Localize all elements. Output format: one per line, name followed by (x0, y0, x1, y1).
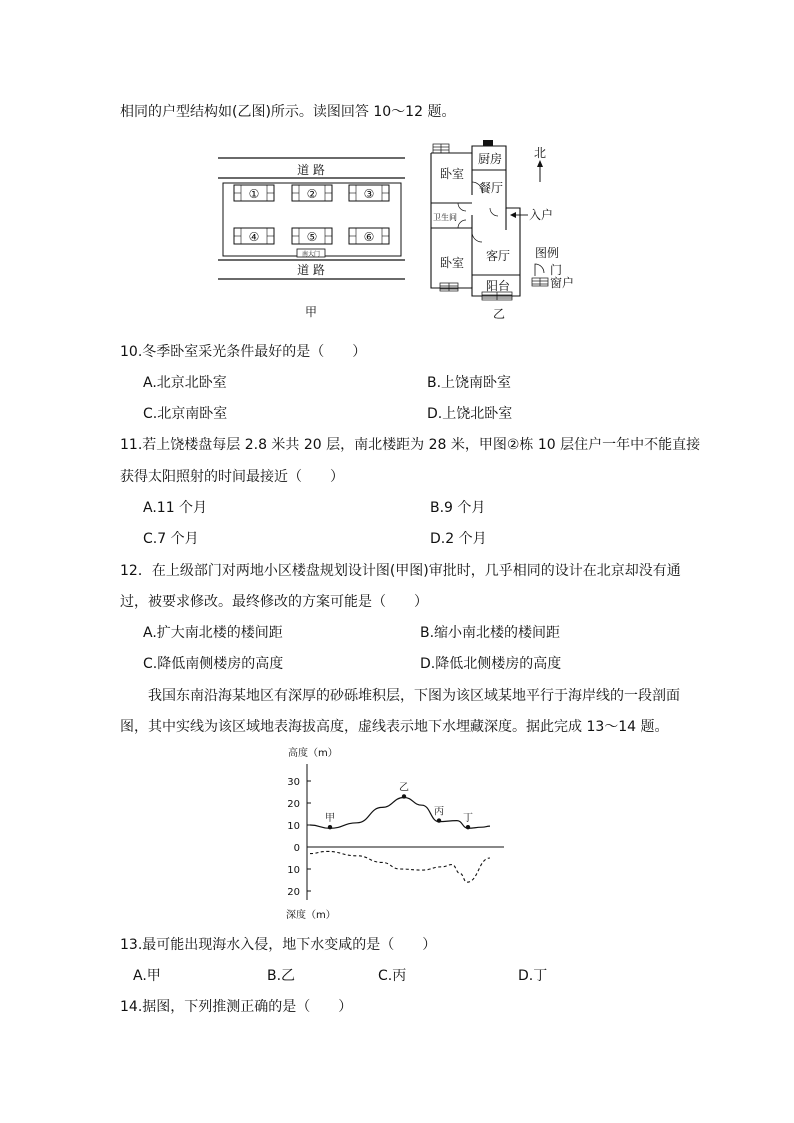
point-label: 乙 (399, 782, 409, 794)
q10-option-a: A.北京北卧室 (143, 375, 227, 391)
passage-line1: 我国东南沿海某地区有深厚的砂砾堆积层，下图为该区域某地平行于海岸线的一段剖面 (148, 688, 680, 704)
q11-option-c: C.7 个月 (143, 531, 199, 547)
y-tick-label: 30 (287, 777, 300, 788)
q11-option-d: D.2 个月 (430, 531, 487, 547)
legend-door-label: 门 (550, 263, 563, 277)
q12-option-d: D.降低北侧楼房的高度 (420, 656, 562, 672)
ylabel-bottom: 深度（m） (286, 910, 336, 921)
legend-title: 图例 (535, 246, 560, 260)
road-top-label: 道 路 (297, 163, 325, 177)
y-tick-label: 10 (287, 865, 300, 876)
figure-jia-site-plan (215, 150, 415, 320)
building-1-label: ① (248, 187, 260, 201)
q13-option-b: B.乙 (267, 968, 296, 984)
ylabel-top: 高度（m） (288, 748, 338, 759)
q11-stem-line1: 11.若上饶楼盘每层 2.8 米共 20 层，南北楼距为 28 米，甲图②栋 10 层住户一年中不能直接 (120, 437, 701, 453)
q12-option-b: B.缩小南北楼的楼间距 (420, 625, 561, 641)
point-label: 丙 (434, 806, 444, 818)
room-kitchen: 厨房 (477, 152, 503, 166)
y-tick-label: 20 (287, 887, 300, 898)
q10-option-c: C.北京南卧室 (143, 406, 228, 422)
building-1 (234, 185, 274, 201)
legend-window-label: 窗户 (550, 276, 575, 290)
q12-option-c: C.降低南侧楼房的高度 (143, 656, 284, 672)
q12-stem-line2: 过，被要求修改。最终修改的方案可能是（ ） (120, 594, 428, 610)
passage-line2: 图，其中实线为该区域地表海拔高度，虚线表示地下水埋藏深度。据此完成 13～14 题。 (120, 719, 669, 735)
intro-text: 相同的户型结构如(乙图)所示。读图回答 10～12 题。 (120, 104, 456, 120)
groundwater-line (310, 851, 490, 882)
q13-option-d: D.丁 (518, 968, 548, 984)
q11-option-a: A.11 个月 (143, 500, 208, 516)
legend-door-symbol (535, 264, 544, 276)
point-1 (328, 825, 332, 829)
road-bottom-label: 道 路 (297, 263, 325, 277)
building-6 (349, 228, 389, 244)
point-3 (437, 818, 441, 822)
building-4 (234, 228, 274, 244)
q13-option-a: A.甲 (133, 968, 161, 984)
figure-yi-floor-plan (428, 140, 598, 320)
q10-option-d: D.上饶北卧室 (427, 406, 513, 422)
building-2 (292, 185, 332, 201)
y-tick-label: 20 (287, 799, 300, 810)
room-bathroom: 卫生间 (433, 213, 457, 222)
q10-stem: 10.冬季卧室采光条件最好的是（ ） (120, 344, 367, 360)
building-3-label: ③ (363, 187, 375, 201)
q11-option-b: B.9 个月 (430, 500, 486, 516)
north-label: 北 (533, 146, 547, 160)
building-2-label: ② (306, 187, 318, 201)
building-5 (292, 228, 332, 244)
building-4-label: ④ (248, 230, 260, 244)
legend-window-symbol (532, 278, 548, 286)
q13-stem: 13.最可能出现海水入侵，地下水变咸的是（ ） (120, 937, 437, 953)
point-label: 甲 (325, 813, 335, 825)
room-bedroom-bottom: 卧室 (439, 256, 465, 270)
building-6-label: ⑥ (363, 230, 375, 244)
building-3 (349, 185, 389, 201)
point-4 (466, 825, 470, 829)
entrance-label: 入户 (529, 208, 554, 222)
room-bedroom-top: 卧室 (439, 167, 465, 181)
q13-option-c: C.丙 (378, 968, 407, 984)
building-5-label: ⑤ (306, 230, 318, 244)
q12-stem-line1: 12．在上级部门对两地小区楼盘规划设计图(甲图)审批时，几乎相同的设计在北京却没有通 (120, 563, 681, 579)
q14-stem: 14.据图，下列推测正确的是（ ） (120, 999, 353, 1015)
profile-chart (282, 742, 512, 922)
room-balcony: 阳台 (485, 279, 511, 293)
room-dining: 餐厅 (478, 181, 504, 195)
point-2 (402, 794, 406, 798)
q10-option-b: B.上饶南卧室 (427, 375, 512, 391)
q11-stem-line2: 获得太阳照射的时间最接近（ ） (120, 469, 344, 485)
room-living: 客厅 (485, 249, 511, 263)
south-gate-label: 南大门 (301, 251, 321, 258)
q12-option-a: A.扩大南北楼的楼间距 (143, 625, 283, 641)
figure-yi-caption: 乙 (492, 307, 506, 320)
y-tick-label: 10 (287, 821, 300, 832)
point-label: 丁 (463, 813, 473, 825)
y-tick-label: 0 (293, 843, 300, 854)
figure-jia-caption: 甲 (304, 305, 318, 319)
